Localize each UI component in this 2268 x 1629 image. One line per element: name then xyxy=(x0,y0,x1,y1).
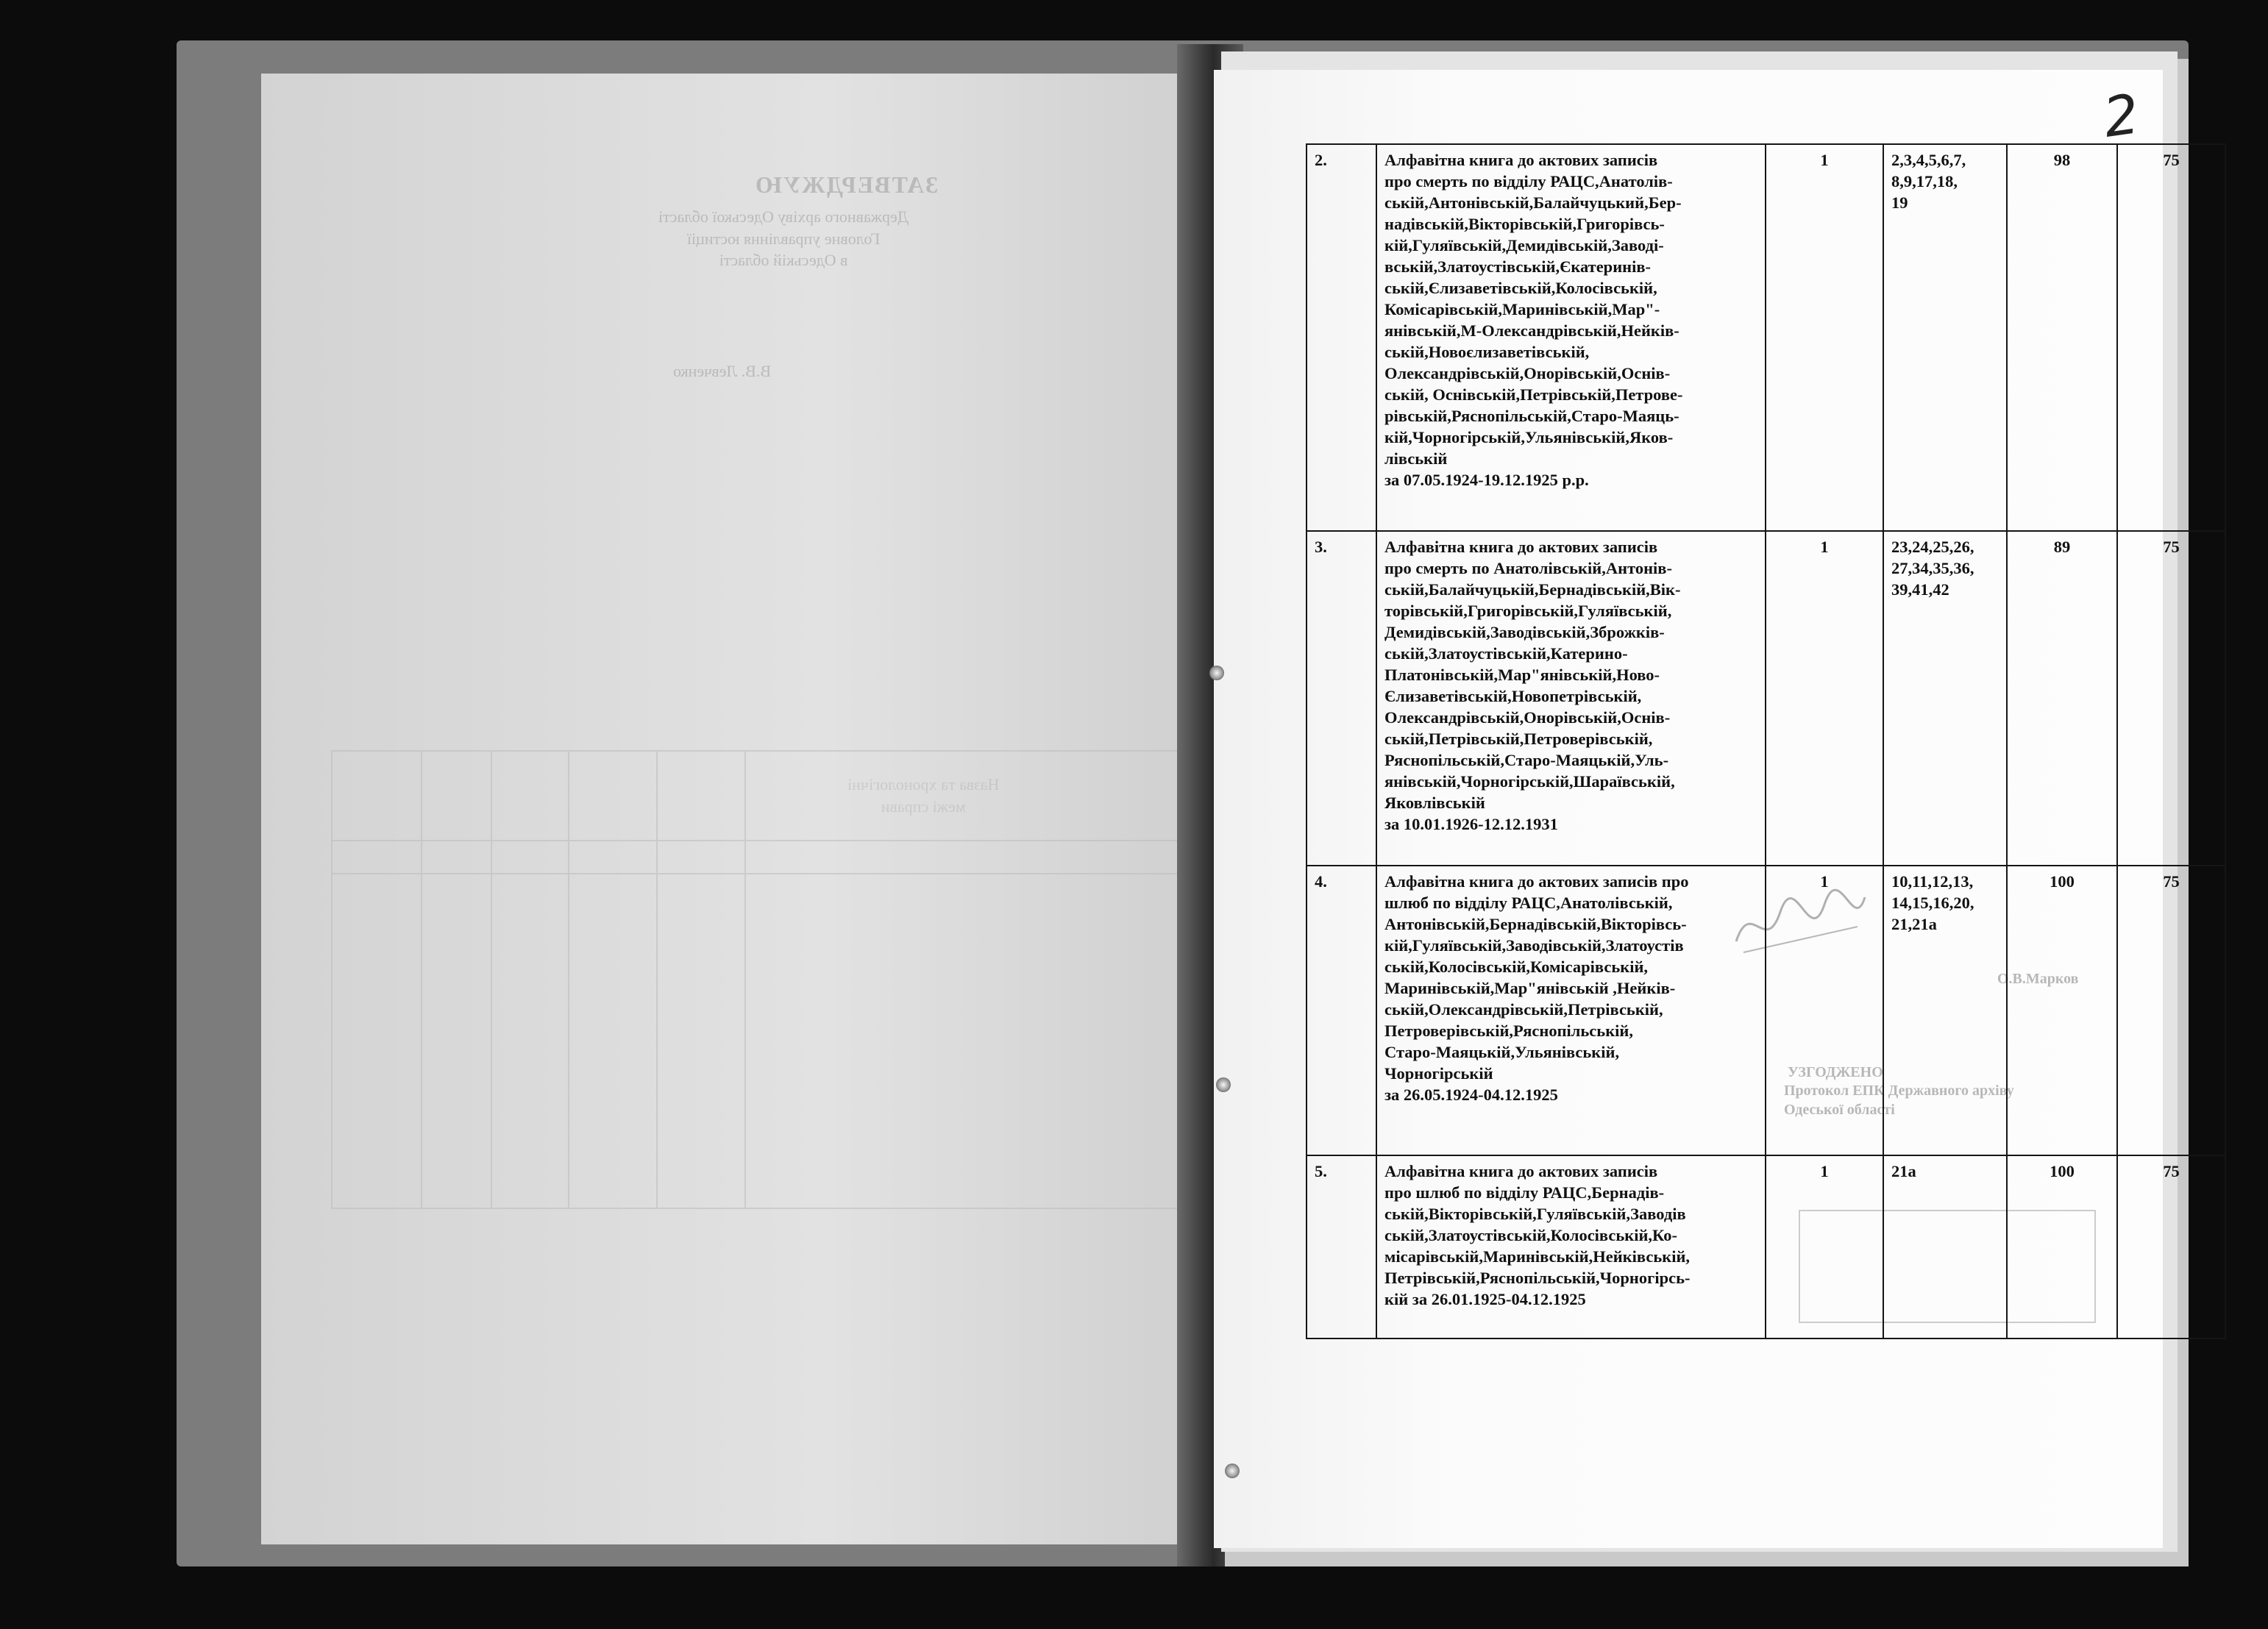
record-title: Алфавітна книга до актових записів про шлюб по відділу РАЦС,Анатолівській, Антонівській,Бернадівській,Вікторівсь- кій,Гуляївській,Заводівській,Златоустів ській,Колосівській,Комісарівській, Маринівській,Мар"янівській ,Нейків- ській,Олександрівській,Петрівській, Петроверівській,Ряснопільській, Старо-Маяцькій,Ульянівській, Чорногірській за 26.05.1924-04.12.1925 xyxy=(1384,872,1689,1104)
record-title: Алфавітна книга до актових записів про смерть по відділу РАЦС,Анатолів- ській,Антонівській,Балайчуцький,Бер- надівській,Вікторівській,Григорівсь- кій,Гуляївській,Демидівській,Заводі- вській,Златоустівській,Єкатеринів- ській,Єлизаветівській,Колосівській, Комісарівській,Маринівській,Мар"- янівській,М-Олександрівській,Нейків- ській,Новоєлизаветівській, Олександрівській,Онорівській,Оснів- ській, Оснівській,Петрівській,Петрове- рівській,Ряснопільській,Старо-Маяць- кій,Чорногірській,Ульянівській,Яков- лівській за 07.05.1924-19.12.1925 р.р. xyxy=(1384,151,1683,489)
inventory-table xyxy=(1306,143,2226,1339)
retention-years: 75 xyxy=(2117,1155,2225,1339)
bleed-through-approval-text: Протокол ЕПК Державного архіву Одеської області xyxy=(1784,1083,2014,1118)
record-title: Алфавітна книга до актових записів про смерть по Анатолівській,Антонів- ській,Балайчуцькій,Бернадівській,Вік- торівській,Григорівській,Гуляївській, Демидівській,Заводівській,Зброжків- ській,Златоустівській,Катерино- Платонівській,Мар"янівській,Ново- Єлизаветівській,Новопетрівській, Олександрівській,Онорівській,Оснів- ській,Петрівській,Петроверівській, Ряснопільській,Старо-Маяцькій,Уль- янівській,Чорногірській,Шараївській, Яковлівській за 10.01.1926-12.12.1931 xyxy=(1384,538,1681,833)
retention-years: 75 xyxy=(2117,144,2225,531)
retention-years: 75 xyxy=(2117,531,2225,866)
record-numbers: 2,3,4,5,6,7, 8,9,17,18, 19 xyxy=(1891,151,1966,212)
table-row xyxy=(1307,1155,2225,1339)
row-number: 4. xyxy=(1307,866,1376,1155)
binding-hole xyxy=(1209,666,1224,680)
table-row xyxy=(1307,531,2225,866)
sheet-count: 100 xyxy=(2007,866,2117,1155)
retention-years: 75 xyxy=(2117,866,2225,1155)
row-number: 5. xyxy=(1307,1155,1376,1339)
left-page-reverse-side xyxy=(261,74,1199,1544)
row-number: 3. xyxy=(1307,531,1376,866)
bleed-through-table-header: Назва та хронологічні межі справи xyxy=(847,775,1000,816)
record-numbers: 10,11,12,13, 14,15,16,20, 21,21а xyxy=(1891,872,1974,933)
volume-count: 1 xyxy=(1766,866,1883,1155)
binding-hole xyxy=(1225,1464,1240,1478)
handwritten-page-number: 2 xyxy=(2100,82,2143,150)
bleed-through-table xyxy=(331,750,1195,1209)
sheet-count: 100 xyxy=(2007,1155,2117,1339)
record-numbers: 21а xyxy=(1891,1162,1916,1180)
record-title: Алфавітна книга до актових записів про шлюб по відділу РАЦС,Бернадів- ській,Вікторівській,Гуляївській,Заводів ській,Златоустівській,Колосівській,Ко- місарівській,Маринівській,Нейківській, Петрівській,Ряснопільській,Чорногірсь- кій за 26.01.1925-04.12.1925 xyxy=(1384,1162,1691,1308)
bleed-through-title: ЗАТВЕРДЖУЮ xyxy=(754,171,939,198)
bleed-through-header: Державного архіву Одеської області Головне управління юстиції в Одеській області xyxy=(658,207,909,270)
sheet-count: 98 xyxy=(2007,144,2117,531)
record-numbers: 23,24,25,26, 27,34,35,36, 39,41,42 xyxy=(1891,538,1974,599)
volume-count: 1 xyxy=(1766,144,1883,531)
table-row xyxy=(1307,866,2225,1155)
bleed-through-signer: О.В.Марков xyxy=(1997,971,2079,987)
volume-count: 1 xyxy=(1766,1155,1883,1339)
row-number: 2. xyxy=(1307,144,1376,531)
binding-hole xyxy=(1216,1077,1231,1092)
bleed-through-signer: В.В. Левченко xyxy=(673,362,772,380)
volume-count: 1 xyxy=(1766,531,1883,866)
sheet-count: 89 xyxy=(2007,531,2117,866)
table-row xyxy=(1307,144,2225,531)
bleed-through-approval-title: УЗГОДЖЕНО xyxy=(1788,1064,1883,1080)
